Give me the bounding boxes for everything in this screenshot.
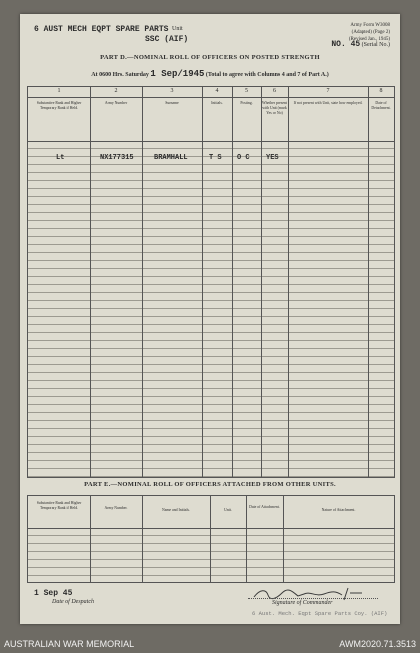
column-header: Date of Attachment. — [249, 505, 280, 509]
at-suffix: (Total to agree with Columns 4 and 7 of Part A.) — [205, 72, 329, 78]
form-ref-line: Army Form W3008 — [350, 23, 390, 28]
column-header: Substantive Rank and Higher Temporary Rank if Held. — [36, 101, 82, 110]
despatch-label: Date of Despatch — [52, 599, 94, 605]
form-ref-line: (Revised Jan., 1945) — [348, 37, 390, 42]
signature-label: Signature of Commander — [272, 600, 333, 606]
entry-initials: T S — [209, 154, 222, 162]
part-d-at-line — [20, 69, 400, 79]
column-number: 8 — [379, 88, 383, 94]
column-divider — [210, 496, 211, 582]
form-ref-line: (Adapted) (Page 2) — [351, 30, 390, 35]
unit-label: Unit — [172, 26, 183, 32]
column-number: 3 — [170, 88, 174, 94]
serial-value: NO. 45 — [331, 40, 361, 49]
column-number: 7 — [326, 88, 330, 94]
unit-sub: SSC (AIF) — [145, 35, 189, 44]
signature-line — [248, 598, 378, 599]
part-d-title: PART D.—NOMINAL ROLL OF OFFICERS ON POSTED STRENGTH — [100, 54, 320, 61]
document-sheet — [20, 14, 400, 624]
column-number: 6 — [273, 88, 276, 94]
entry-surname: BRAMHALL — [154, 154, 188, 162]
entry-rank: Lt — [56, 154, 65, 162]
column-header: Army Number. — [104, 506, 128, 510]
entry-army-number: NX177315 — [100, 154, 134, 162]
caption-left: AUSTRALIAN WAR MEMORIAL — [4, 639, 135, 649]
column-header: Posting. — [240, 101, 253, 105]
unit-name: 6 AUST MECH EQPT SPARE PARTS — [34, 25, 169, 34]
column-number: 2 — [114, 88, 118, 94]
column-number: 5 — [245, 88, 248, 94]
column-divider — [368, 87, 369, 477]
column-divider — [261, 87, 262, 477]
column-header: If not present with Unit, state how employed. — [293, 101, 363, 105]
column-divider — [288, 87, 289, 477]
caption-right: AWM2020.71.3513 — [339, 639, 416, 649]
column-header: Whether present with Unit (mark Yes or No) — [262, 101, 287, 115]
column-number: 1 — [57, 88, 61, 94]
column-header: Nature of Attachment. — [321, 508, 356, 512]
column-divider — [142, 87, 143, 477]
column-header: Army Number — [104, 101, 128, 105]
column-divider — [246, 496, 247, 582]
entry-present: YES — [266, 154, 279, 162]
column-header: Name and Initials. — [162, 508, 190, 512]
entry-posting: O C — [237, 154, 250, 162]
serial-number — [331, 40, 390, 49]
column-divider — [90, 87, 91, 477]
column-divider — [202, 87, 203, 477]
column-divider — [232, 87, 233, 477]
column-number: 4 — [215, 88, 219, 94]
at-prefix: At 0600 Hrs. Saturday — [91, 72, 149, 78]
column-header: Unit. — [224, 508, 232, 512]
part-e-table — [27, 495, 395, 583]
column-header: Date of Detachment. — [371, 101, 391, 110]
column-divider — [90, 496, 91, 582]
column-divider — [283, 496, 284, 582]
part-d-table — [27, 86, 395, 478]
part-e-title: PART E.—NOMINAL ROLL OF OFFICERS ATTACHED FROM OTHER UNITS. — [84, 481, 336, 488]
signature-unit-stamp: 6 Aust. Mech. Eqpt Spare Parts Coy. (AIF) — [252, 610, 388, 617]
column-header: Surname — [165, 101, 179, 105]
column-header: Initials. — [211, 101, 223, 105]
despatch-date: 1 Sep 45 — [34, 589, 73, 598]
column-divider — [142, 496, 143, 582]
column-header: Substantive Rank and Higher Temporary Rank if Held. — [36, 501, 82, 510]
at-date: 1 Sep/1945 — [150, 69, 205, 79]
serial-label: (Serial No.) — [361, 42, 390, 48]
